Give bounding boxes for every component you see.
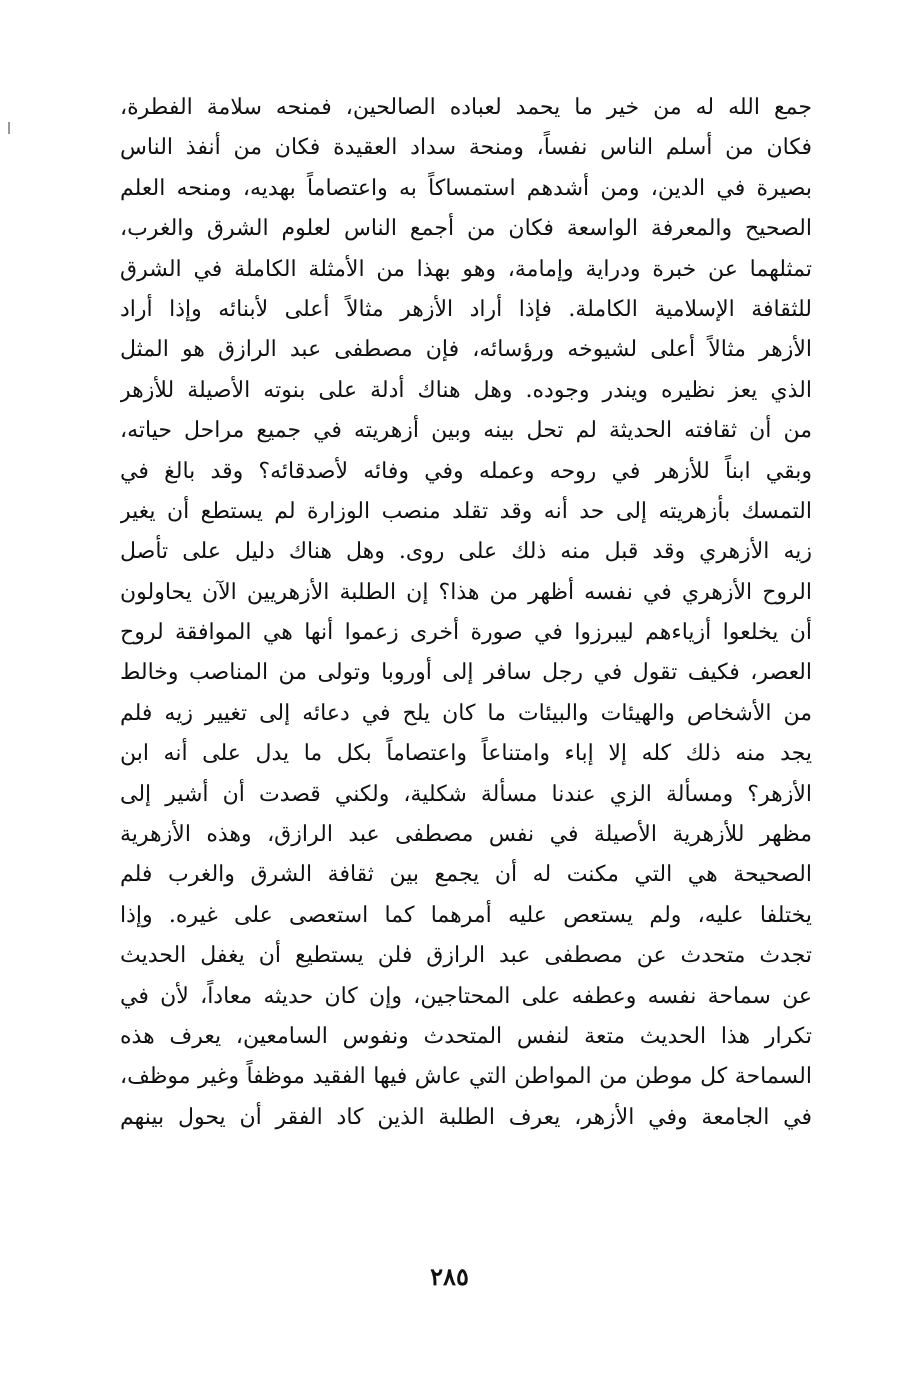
body-text <box>120 88 812 1138</box>
text-line: تمثلهما عن خبرة ودراية وإمامة، وهو بهذا من الأمثلة الكاملة في الشرق <box>120 256 812 282</box>
text-line: فكان من أسلم الناس نفساً، ومنحة سداد العقيدة فكان من أنفذ الناس <box>120 135 812 161</box>
text-line: العصر، فكيف تقول في رجل سافر إلى أوروبا وتولى من المناصب وخالط <box>120 660 812 686</box>
text-line: من الأشخاص والهيئات والبيئات ما كان يلح في دعائه إلى تغيير زيه فلم <box>120 700 812 726</box>
text-line: للثقافة الإسلامية الكاملة. فإذا أراد الأزهر مثالاً أعلى لأبنائه وإذا أراد <box>120 296 812 322</box>
text-line: الصحيحة هي التي مكنت له أن يجمع بين ثقافة الشرق والغرب فلم <box>120 862 812 888</box>
text-line: التمسك بأزهريته إلى حد أنه وقد تقلد منصب الوزارة لم يستطع أن يغير <box>120 498 812 524</box>
scan-edge-mark <box>8 122 10 134</box>
text-line: وبقي ابناً للأزهر في روحه وعمله وفي وفائه لأصدقائه؟ وقد بالغ في <box>120 458 812 484</box>
text-line: الصحيح والمعرفة الواسعة فكان من أجمع الناس لعلوم الشرق والغرب، <box>120 216 812 242</box>
text-line: في الجامعة وفي الأزهر، يعرف الطلبة الذين كاد الفقر أن يحول بينهم <box>120 1104 812 1130</box>
text-line: الأزهر مثالاً أعلى لشيوخه ورؤسائه، فإن مصطفى عبد الرازق هو المثل <box>120 337 812 363</box>
text-line: زيه الأزهري وقد قبل منه ذلك على روى. وهل هناك دليل على تأصل <box>120 539 812 565</box>
text-line: من أن ثقافته الحديثة لم تحل بينه وبين أزهريته في جميع مراحل حياته، <box>120 418 812 444</box>
text-line: جمع الله له من خير ما يحمد لعباده الصالحين، فمنحه سلامة الفطرة، <box>120 95 812 120</box>
text-line: يجد منه ذلك كله إلا إباء وامتناعاً واعتصاماً بكل ما يدل على أنه ابن <box>120 741 812 767</box>
text-line: عن سماحة نفسه وعطفه على المحتاجين، وإن كان حديثه معاداً، لأن في <box>120 983 812 1009</box>
page-number: ٢٨٥ <box>430 1262 469 1291</box>
text-line: مظهر للأزهرية الأصيلة في نفس مصطفى عبد الرازق، وهذه الأزهرية <box>120 822 812 848</box>
text-line: الأزهر؟ ومسألة الزي عندنا مسألة شكلية، ولكني قصدت أن أشير إلى <box>120 781 812 807</box>
text-line: الروح الأزهري في نفسه أظهر من هذا؟ إن الطلبة الأزهريين الآن يحاولون <box>120 579 812 605</box>
text-line: السماحة كل موطن من المواطن التي عاش فيها الفقيد موظفاً وغير موظف، <box>120 1064 812 1090</box>
text-line: أن يخلعوا أزياءهم ليبرزوا في صورة أخرى زعموا أنها هي الموافقة لروح <box>120 620 812 646</box>
text-line: يختلفا عليه، ولم يستعص عليه أمرهما كما استعصى على غيره. وإذا <box>120 902 812 928</box>
text-line: تجدث متحدث عن مصطفى عبد الرازق فلن يستطيع أن يغفل الحديث <box>120 943 812 969</box>
text-line: الذي يعز نظيره ويندر وجوده. وهل هناك أدلة على بنوته الأصيلة للأزهر <box>120 377 812 403</box>
text-line: بصيرة في الدين، ومن أشدهم استمساكاً به واعتصاماً بهديه، ومنحه العلم <box>120 175 812 201</box>
text-line: تكرار هذا الحديث متعة لنفس المتحدث ونفوس السامعين، يعرف هذه <box>120 1023 812 1049</box>
